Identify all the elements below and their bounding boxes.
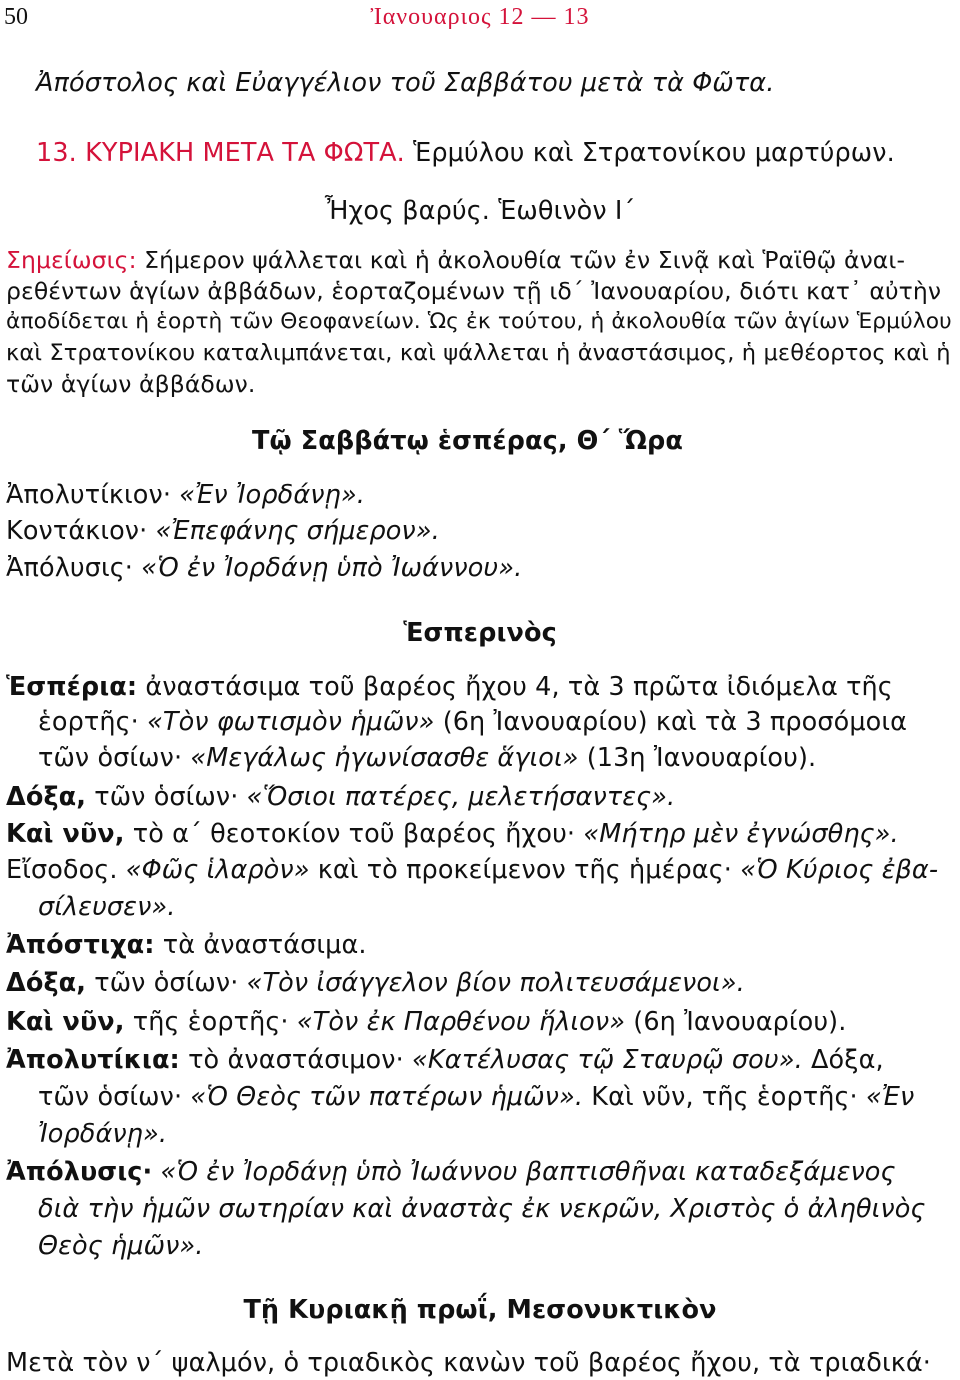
esperia-line-1 bbox=[6, 670, 893, 704]
vespers-apolysis-text-1: «Ὁ ἐν Ἰορδάνῃ ὑπὸ Ἰωάννου βαπτισθῆναι καταδεξάμενος bbox=[160, 1157, 896, 1187]
eisodos-c: «Ὁ Κύριος ἐβα- bbox=[740, 855, 939, 885]
vespers-apolysis-line-2: διὰ τὴν ἡμῶν σωτηρίαν καὶ ἀναστὰς ἐκ νεκρῶν, Χριστὸς ὁ ἀληθινὸς bbox=[38, 1194, 926, 1224]
sunday-line: Μετὰ τὸν ν΄ ψαλμόν, ὁ τριαδικὸς κανὼν τοῦ βαρέος ἤχου, τὰ τριαδικά· bbox=[6, 1348, 931, 1378]
apolytikia-c: Δόξα, bbox=[811, 1045, 884, 1075]
note-label: Σημείωσις: bbox=[6, 246, 137, 274]
note-line-1 bbox=[6, 245, 905, 275]
note-line-5: τῶν ἁγίων ἀββάδων. bbox=[6, 370, 256, 398]
kainyn1-b: «Μήτηρ μὲν ἐγνώσθης». bbox=[583, 819, 899, 849]
saturday-apolysis bbox=[6, 551, 522, 585]
apolytikia-e: «Ὁ Θεὸς τῶν πατέρων ἡμῶν». bbox=[190, 1082, 584, 1112]
vespers-apolysis-line-1 bbox=[6, 1155, 896, 1189]
doxa1-b: «Ὅσιοι πατέρες, μελετήσαντες». bbox=[246, 782, 676, 812]
saturday-heading: Τῷ Σαββάτῳ ἑσπέρας, Θ΄ Ὥρα bbox=[252, 426, 683, 456]
kainyn2-b: «Τὸν ἐκ Παρθένου ἥλιον» bbox=[296, 1007, 626, 1037]
kainyn-line-2 bbox=[6, 1005, 846, 1039]
page-number: 50 bbox=[4, 4, 28, 30]
esperia-text-1: ἀναστάσιμα τοῦ βαρέος ἤχου 4, τὰ 3 πρῶτα ἰδιόμελα τῆς bbox=[145, 672, 893, 702]
esperia-l2-b: «Τὸν φωτισμὸν ἡμῶν» bbox=[147, 707, 435, 737]
apolytikia-f: Καὶ νῦν, τῆς ἑορτῆς· bbox=[591, 1082, 858, 1112]
kontakion-label: Κοντάκιον· bbox=[6, 516, 148, 546]
kainyn2-a: τῆς ἑορτῆς· bbox=[132, 1007, 289, 1037]
apolytikia-label: Ἀπολυτίκια: bbox=[6, 1045, 180, 1075]
apolytikia-line-3: Ἰορδάνῃ». bbox=[38, 1119, 168, 1149]
doxa-line-1 bbox=[6, 780, 675, 814]
apolytikia-line-1 bbox=[6, 1043, 884, 1077]
kainyn-label-1: Καὶ νῦν, bbox=[6, 819, 125, 849]
aposticha-line bbox=[6, 928, 367, 962]
vespers-apolysis-label: Ἀπόλυσις· bbox=[6, 1157, 153, 1187]
aposticha-text: τὰ ἀναστάσιμα. bbox=[162, 930, 367, 960]
doxa-label-1: Δόξα, bbox=[6, 782, 87, 812]
esperia-l3-b: «Μεγάλως ἠγωνίσασθε ἅγιοι» bbox=[190, 743, 579, 773]
vespers-apolysis-line-3: Θεὸς ἡμῶν». bbox=[38, 1231, 204, 1261]
apolytikia-b: «Κατέλυσας τῷ Σταυρῷ σου». bbox=[412, 1045, 803, 1075]
doxa2-a: τῶν ὁσίων· bbox=[94, 968, 239, 998]
eisodos-line-1 bbox=[6, 853, 938, 887]
feast-title-caps: ΚΥΡΙΑΚΗ ΜΕΤΑ ΤΑ ΦΩΤΑ. bbox=[85, 138, 405, 168]
running-title: Ἰανουαριος 12 — 13 bbox=[370, 4, 590, 30]
eisodos-a: «Φῶς ἱλαρὸν» bbox=[125, 855, 310, 885]
apostolos-line: Ἀπόστολος καὶ Εὐαγγέλιον τοῦ Σαββάτου μετὰ τὰ Φῶτα. bbox=[36, 68, 775, 98]
feast-title bbox=[36, 136, 895, 170]
apolytikion-label: Ἀπολυτίκιον· bbox=[6, 480, 172, 510]
apolytikion-text: «Ἐν Ἰορδάνῃ». bbox=[179, 480, 365, 510]
vespers-heading: Ἑσπερινὸς bbox=[403, 618, 557, 648]
note-line-2: ρεθέντων ἁγίων ἀββάδων, ἑορταζομένων τῇ ιδ΄ Ἰανουαρίου, διότι κατ᾽ αὐτὴν bbox=[6, 277, 942, 305]
eisodos-line-2: σίλευσεν». bbox=[38, 892, 176, 922]
tone-line: Ἦχος βαρύς. Ἑωθινὸν Ι΄ bbox=[324, 196, 636, 226]
esperia-l3-c: (13η Ἰανουαρίου). bbox=[586, 743, 817, 773]
apolytikia-a: τὸ ἀναστάσιμον· bbox=[188, 1045, 404, 1075]
doxa1-a: τῶν ὁσίων· bbox=[94, 782, 239, 812]
note-text-1: Σήμερον ψάλλεται καὶ ἡ ἀκολουθία τῶν ἐν Σινᾷ καὶ Ῥαϊθῷ ἀναι- bbox=[144, 246, 906, 274]
esperia-label: Ἑσπέρια: bbox=[6, 672, 138, 702]
apolysis-label: Ἀπόλυσις· bbox=[6, 553, 134, 583]
esperia-l2-a: ἑορτῆς· bbox=[38, 707, 139, 737]
eisodos-label: Εἴσοδος. bbox=[6, 855, 118, 885]
kontakion-text: «Ἐπεφάνης σήμερον». bbox=[155, 516, 440, 546]
apolytikia-g: «Ἐν bbox=[865, 1082, 915, 1112]
esperia-l3-a: τῶν ὁσίων· bbox=[38, 743, 183, 773]
apolytikia-line-2 bbox=[38, 1080, 914, 1114]
aposticha-label: Ἀπόστιχα: bbox=[6, 930, 155, 960]
esperia-l2-c: (6η Ἰανουαρίου) καὶ τὰ 3 προσόμοια bbox=[442, 707, 907, 737]
esperia-line-2 bbox=[38, 705, 907, 739]
kainyn-label-2: Καὶ νῦν, bbox=[6, 1007, 125, 1037]
kainyn-line-1 bbox=[6, 817, 899, 851]
kainyn1-a: τὸ α΄ θεοτοκίον τοῦ βαρέος ἤχου· bbox=[132, 819, 576, 849]
note-line-4: καὶ Στρατονίκου καταλιμπάνεται, καὶ ψάλλεται ἡ ἀναστάσιμος, ἡ μεθέορτος καὶ ἡ bbox=[6, 340, 951, 366]
doxa2-b: «Τὸν ἰσάγγελον βίον πολιτευσάμενοι». bbox=[246, 968, 745, 998]
kainyn2-c: (6η Ἰανουαρίου). bbox=[633, 1007, 847, 1037]
doxa-line-2 bbox=[6, 966, 745, 1000]
apolysis-text: «Ὁ ἐν Ἰορδάνῃ ὑπὸ Ἰωάννου». bbox=[141, 553, 523, 583]
sunday-heading: Τῇ Κυριακῇ πρωΐ, Μεσονυκτικὸν bbox=[243, 1295, 717, 1325]
esperia-line-3 bbox=[38, 741, 816, 775]
apolytikia-d: τῶν ὁσίων· bbox=[38, 1082, 183, 1112]
saturday-kontakion bbox=[6, 514, 440, 548]
feast-saints: Ἑρμύλου καὶ Στρατονίκου μαρτύρων. bbox=[413, 138, 895, 168]
saturday-apolytikion bbox=[6, 478, 365, 512]
note-line-3: ἀποδίδεται ἡ ἑορτὴ τῶν Θεοφανείων. Ὡς ἐκ τούτου, ἡ ἀκολουθία τῶν ἁγίων Ἑρμύλου bbox=[6, 309, 952, 334]
feast-number: 13. bbox=[36, 138, 77, 168]
doxa-label-2: Δόξα, bbox=[6, 968, 87, 998]
eisodos-b: καὶ τὸ προκείμενον τῆς ἡμέρας· bbox=[317, 855, 732, 885]
